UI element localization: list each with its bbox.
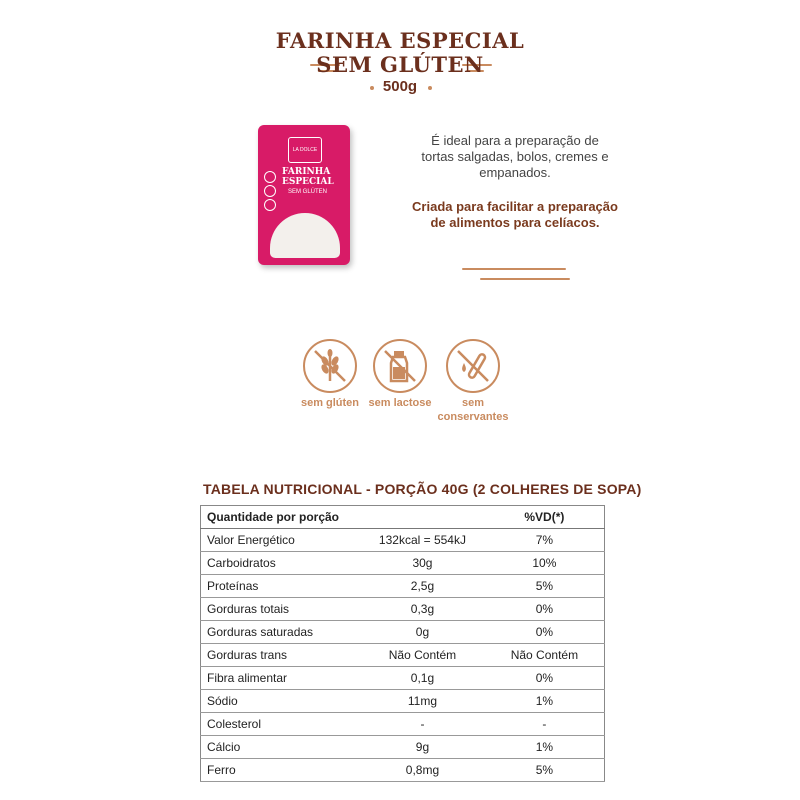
product-weight: 500g — [382, 78, 418, 95]
nutrient-amount: 9g — [360, 736, 485, 759]
product-title-line1: FARINHA ESPECIAL — [275, 28, 525, 53]
table-row — [201, 621, 605, 644]
package-name — [282, 167, 342, 187]
nutrient-label: Cálcio — [201, 736, 361, 759]
package-badge-icon — [264, 171, 276, 183]
nutrient-label: Gorduras saturadas — [201, 621, 361, 644]
flour-illustration — [270, 213, 340, 258]
feature-label-no-preservatives-line1: sem — [461, 397, 485, 409]
nutrient-vd: 0% — [485, 621, 605, 644]
nutrient-vd: 10% — [485, 552, 605, 575]
nutrient-amount: 2,5g — [360, 575, 485, 598]
nutrient-amount: 0,1g — [360, 667, 485, 690]
nutrient-amount: 11mg — [360, 690, 485, 713]
nutrient-vd: 0% — [485, 598, 605, 621]
no-preservatives-icon — [446, 339, 500, 393]
nutrient-vd: Não Contém — [485, 644, 605, 667]
package-badge-icon — [264, 199, 276, 211]
nutrient-label: Valor Energético — [201, 529, 361, 552]
product-title-line2: SEM GLÚTEN — [316, 52, 484, 77]
header-label: Quantidade por porção — [201, 506, 361, 529]
nutrient-amount: Não Contém — [360, 644, 485, 667]
table-row — [201, 529, 605, 552]
table-row — [201, 598, 605, 621]
nutrient-amount: - — [360, 713, 485, 736]
nutrient-label: Fibra alimentar — [201, 667, 361, 690]
package-name-line2: ESPECIAL — [282, 177, 334, 187]
no-wheat-icon — [303, 339, 357, 393]
feature-label-no-preservatives-line2: conservantes — [437, 411, 509, 423]
nutrient-amount: 0,3g — [360, 598, 485, 621]
description-divider — [462, 268, 566, 270]
table-row — [201, 667, 605, 690]
nutrient-label: Colesterol — [201, 713, 361, 736]
nutrient-vd: 0% — [485, 667, 605, 690]
nutrient-vd: 5% — [485, 759, 605, 782]
package-badge-icon — [264, 185, 276, 197]
feature-label-no-lactose: sem lactose — [368, 397, 432, 409]
header-amount — [360, 506, 485, 529]
description-divider-2 — [480, 278, 570, 280]
table-row — [201, 759, 605, 782]
nutrient-vd: 5% — [485, 575, 605, 598]
nutrition-table — [200, 505, 605, 782]
nutrient-label: Carboidratos — [201, 552, 361, 575]
product-package-image — [258, 125, 350, 265]
nutrient-amount: 132kcal = 554kJ — [360, 529, 485, 552]
nutrition-table-title: TABELA NUTRICIONAL - PORÇÃO 40G (2 COLHERES DE SOPA) — [203, 481, 642, 497]
table-row — [201, 552, 605, 575]
nutrient-vd: 7% — [485, 529, 605, 552]
package-brand-logo: LA DOLCE — [288, 137, 322, 163]
description-bold-line1: Criada para facilitar a preparação — [412, 199, 618, 214]
package-subtitle: SEM GLÚTEN — [288, 189, 328, 195]
nutrient-amount: 30g — [360, 552, 485, 575]
nutrient-amount: 0g — [360, 621, 485, 644]
no-milk-icon — [373, 339, 427, 393]
table-row — [201, 736, 605, 759]
nutrition-header-row — [201, 506, 605, 529]
table-row — [201, 575, 605, 598]
description-line2: tortas salgadas, bolos, cremes e — [421, 149, 609, 164]
nutrient-vd: - — [485, 713, 605, 736]
package-name-line1: FARINHA — [282, 167, 331, 177]
nutrient-vd: 1% — [485, 690, 605, 713]
feature-label-no-gluten: sem glúten — [300, 397, 360, 409]
nutrient-label: Gorduras totais — [201, 598, 361, 621]
header-vd: %VD(*) — [485, 506, 605, 529]
nutrient-label: Proteínas — [201, 575, 361, 598]
description-line1: É ideal para a preparação de — [431, 133, 599, 148]
description-bold-line2: de alimentos para celíacos. — [430, 215, 600, 230]
table-row — [201, 713, 605, 736]
description-line3: empanados. — [479, 165, 551, 180]
nutrient-vd: 1% — [485, 736, 605, 759]
nutrient-amount: 0,8mg — [360, 759, 485, 782]
nutrient-label: Gorduras trans — [201, 644, 361, 667]
nutrient-label: Sódio — [201, 690, 361, 713]
nutrient-label: Ferro — [201, 759, 361, 782]
table-row — [201, 644, 605, 667]
table-row — [201, 690, 605, 713]
